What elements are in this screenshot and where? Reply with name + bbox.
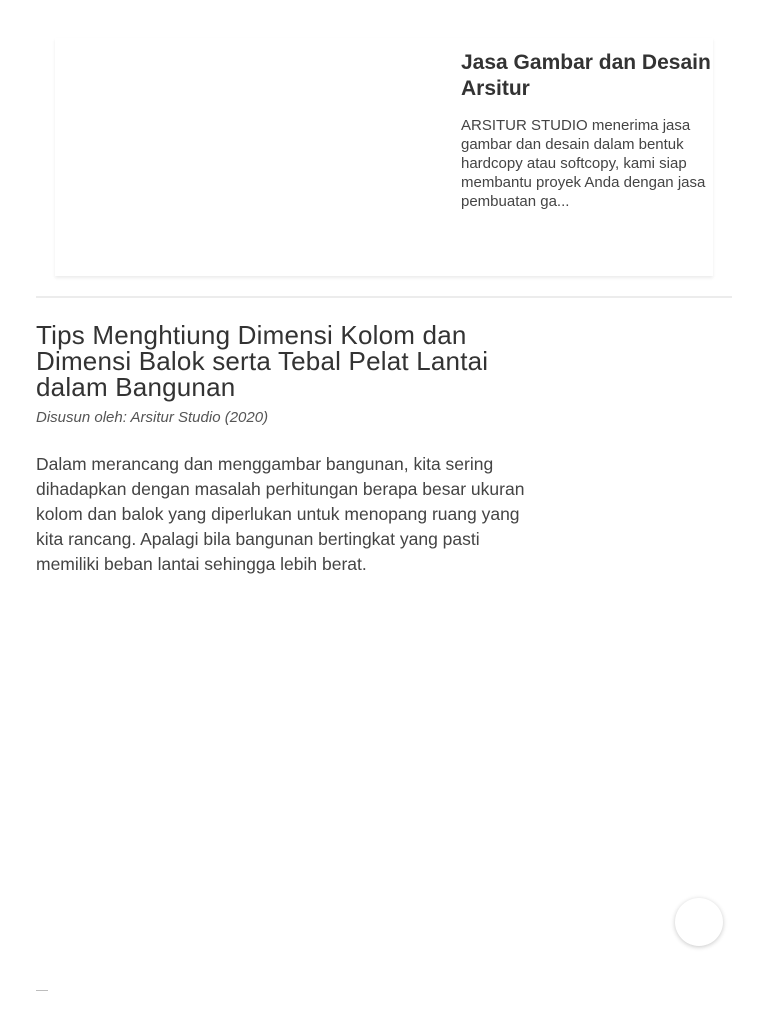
promo-title[interactable]: Jasa Gambar dan Desain Arsitur — [461, 51, 711, 100]
article — [36, 322, 526, 577]
promo-image[interactable] — [55, 38, 435, 276]
divider — [36, 990, 48, 991]
promo-text — [461, 50, 715, 211]
promo-description: ARSITUR STUDIO menerima jasa gambar dan desain dalam bentuk hardcopy atau softcopy, kami siap membantu proyek Anda dengan jasa pembuatan ga... — [461, 117, 706, 210]
promo-card[interactable] — [55, 38, 713, 276]
article-body: Dalam merancang dan menggambar bangunan, kita sering dihadapkan dengan masalah perhitungan berapa besar ukuran kolom dan balok yang diperlukan untuk menopang ruang yang kita rancang. Apalagi bila bangunan bertingkat yang pasti memiliki beban lantai sehingga lebih berat. — [36, 454, 525, 574]
article-byline: Disusun oleh: Arsitur Studio (2020) — [36, 409, 269, 426]
floating-action-button[interactable] — [675, 898, 723, 946]
article-title: Tips Menghtiung Dimensi Kolom dan Dimensi Balok serta Tebal Pelat Lantai dalam Bangunan — [36, 320, 489, 402]
promo-section — [36, 38, 732, 298]
